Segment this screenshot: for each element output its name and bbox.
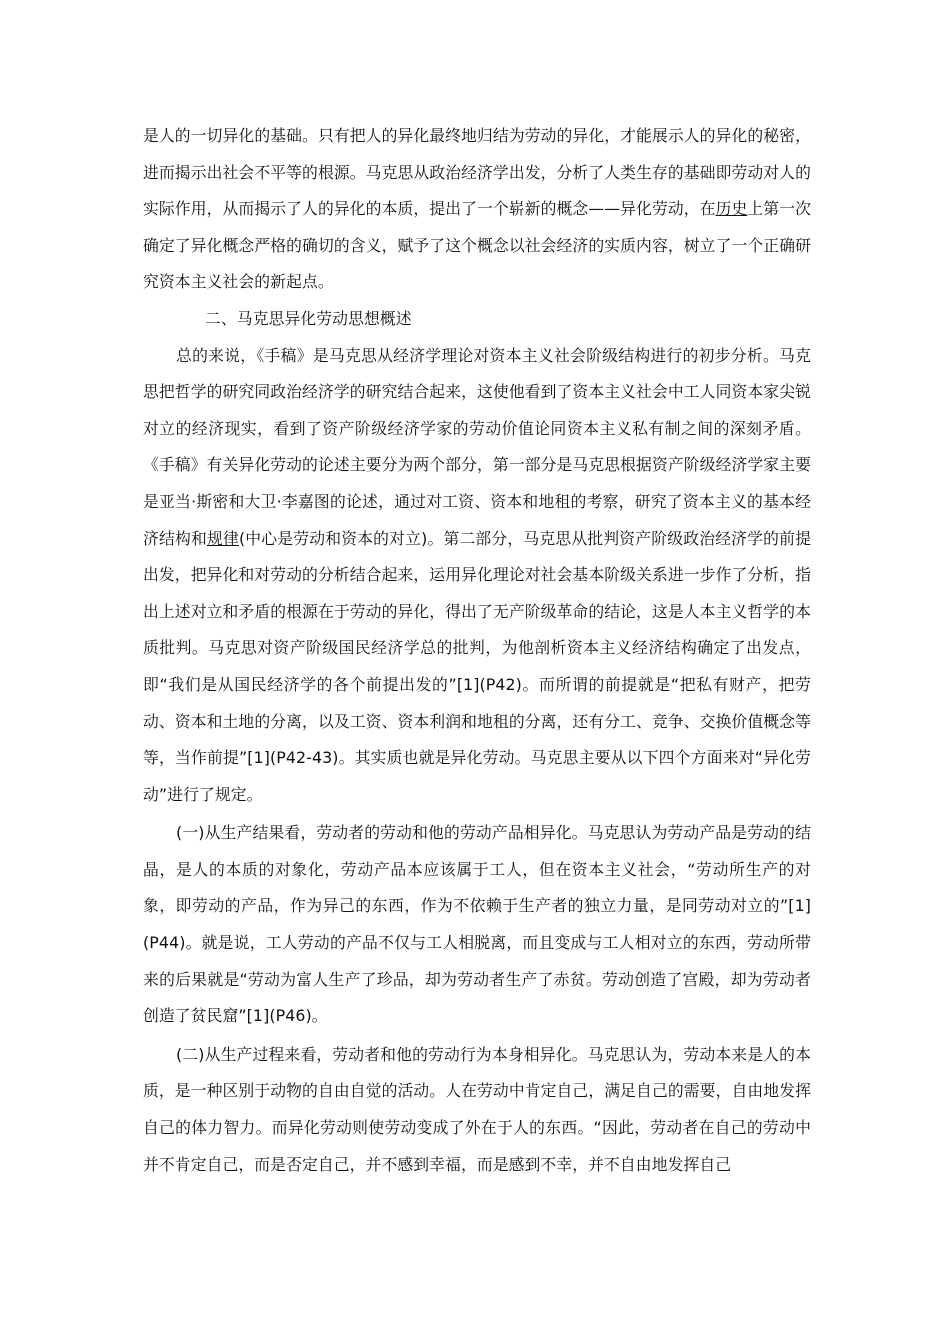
paragraph-point-one: (一)从生产结果看，劳动者的劳动和他的劳动产品相异化。马克思认为劳动产品是劳动的结晶，是人的本质的对象化，劳动产品本应该属于工人，但在资本主义社会，“劳动所生产的对象，即劳动的产品，作为异己的东西，作为不依赖于生产者的独立力量，是同劳动对立的”[1](P44)。就是说，工人劳动的产品不仅与工人相脱离，而且变成与工人相对立的东西，劳动所带来的后果就是“劳动为富人生产了珍品，却为劳动者生产了赤贫。劳动创造了宫殿，却为劳动者创造了贫民窟”[1](P46)。 xyxy=(143,823,811,1026)
paragraph-point-two: (二)从生产过程来看，劳动者和他的劳动行为本身相异化。马克思认为，劳动本来是人的本质，是一种区别于动物的自由自觉的活动。人在劳动中肯定自己，满足自己的需要，自由地发挥自己的体力智力。而异化劳动则使劳动变成了外在于人的东西。“因此，劳动者在自己的劳动中并不肯定自己，而是否定自己，并不感到幸福，而是感到不幸，并不自由地发挥自己 xyxy=(143,1044,811,1174)
rule-link[interactable]: 规律 xyxy=(206,528,239,548)
history-link[interactable]: 历史 xyxy=(715,199,748,219)
section-heading: 二、马克思异化劳动思想概述 xyxy=(205,308,412,328)
paragraph-overview-text-2: (中心是劳动和资本的对立)。第二部分，马克思从批判资产阶级政治经济学的前提出发，把异化和对劳动的分析结合起来，运用异化理论对社会基本阶级关系进一步作了分析，指出上述对立和矛盾的根源在于劳动的异化，得出了无产阶级革命的结论，这是人本主义哲学的本质批判。马克思对资产阶级国民经济学总的批判，为他剖析资本主义经济结构确定了出发点，即“我们是从国民经济学的各个前提出发的”[1](P42)。而所谓的前提就是“把私有财产，把劳动、资本和土地的分离，以及工资、资本利润和地租的分离，还有分工、竞争、交换价值概念等等，当作前提”[1](P42-43)。其实质也就是异化劳动。马克思主要从以下四个方面来对“异化劳动”进行了规定。 xyxy=(143,528,812,804)
paragraph-overview xyxy=(143,338,811,814)
paragraph-intro-text-1: 是人的一切异化的基础。只有把人的异化最终地归结为劳动的异化，才能展示人的异化的秘密，进而揭示出社会不平等的根源。马克思从政治经济学出发，分析了人类生存的基础即劳动对人的实际作用，从而揭示了人的异化的本质，提出了一个崭新的概念——异化劳动，在 xyxy=(143,126,811,219)
paragraph-intro-text-2: 上第一次确定了异化概念严格的确切的含义，赋予了这个概念以社会经济的实质内容，树立了一个正确研究资本主义社会的新起点。 xyxy=(143,199,811,292)
document-page xyxy=(143,118,811,1183)
paragraph-overview-text-1: 总的来说，《手稿》是马克思从经济学理论对资本主义社会阶级结构进行的初步分析。马克思把哲学的研究同政治经济学的研究结合起来，这使他看到了资本主义社会中工人同资本家尖锐对立的经济现实，看到了资产阶级经济学家的劳动价值论同资本主义私有制之间的深刻矛盾。《手稿》有关异化劳动的论述主要分为两个部分，第一部分是马克思根据资产阶级经济学家主要是亚当·斯密和大卫·李嘉图的论述，通过对工资、资本和地租的考察，研究了资本主义的基本经济结构和 xyxy=(143,345,811,548)
paragraph-intro xyxy=(143,118,811,301)
